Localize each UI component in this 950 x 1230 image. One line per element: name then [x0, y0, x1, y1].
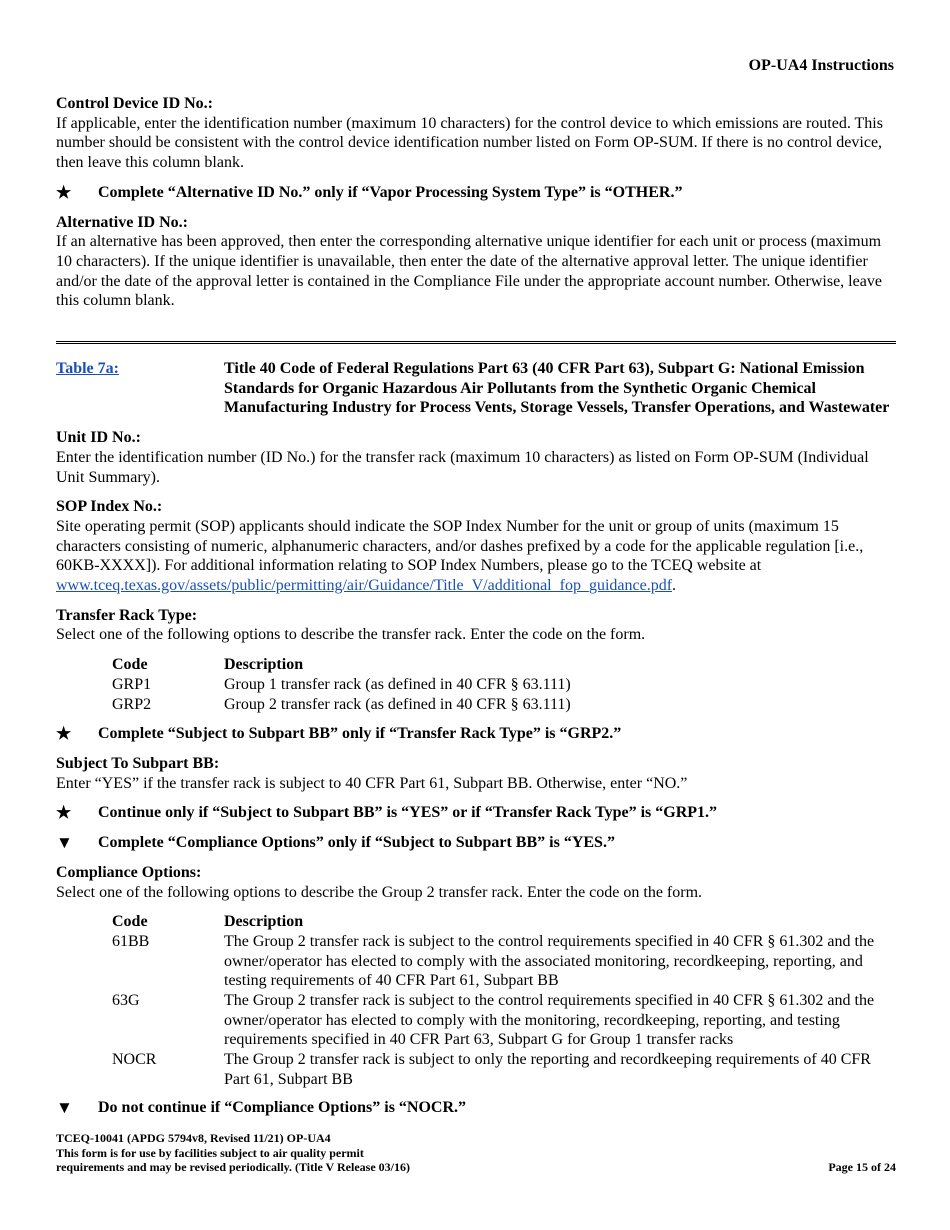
code-cell: NOCR	[112, 1051, 157, 1069]
note-text: Complete “Alternative ID No.” only if “Vapor Processing System Type” is “OTHER.”	[98, 183, 683, 201]
table-7a-link[interactable]: Table 7a:	[56, 360, 119, 378]
note-continue	[56, 803, 896, 823]
table-row	[112, 675, 896, 695]
description-column-header: Description	[224, 656, 304, 674]
code-table-header	[112, 655, 896, 675]
footer-revision-note: requirements and may be revised periodically. (Title V Release 03/16)	[56, 1160, 410, 1174]
table-7a-title: Title 40 Code of Federal Regulations Part 63 (40 CFR Part 63), Subpart G: National Emission Standards for Organic Hazardous Air Pollutants from the Synthetic Organic Chemical Manufacturing Industry for Process Vents, Storage Vessels, Transfer Operations, and Wastewater	[224, 360, 890, 417]
code-cell: GRP1	[112, 675, 152, 693]
note-text: Complete “Subject to Subpart BB” only if “Transfer Rack Type” is “GRP2.”	[98, 725, 622, 743]
note-subpart-bb	[56, 724, 896, 744]
star-icon: ★	[56, 724, 72, 744]
page-header-title: OP-UA4 Instructions	[748, 57, 894, 74]
code-column-header: Code	[112, 656, 148, 674]
unit-id-text: Enter the identification number (ID No.) for the transfer rack (maximum 10 characters) as listed on Form OP-SUM (Individual Unit Summary).	[56, 448, 869, 486]
table-row	[112, 695, 896, 715]
code-cell: GRP2	[112, 695, 152, 713]
sop-index-body: Site operating permit (SOP) applicants should indicate the SOP Index Number for the unit or group of units (maximum 15 characters consisting of numeric, alphanumeric characters, and/or dashes prefixed by a code for the applicable regulation [i.e., 60KB-XXXX]). For additional information relating to SOP Index Numbers, please go to the TCEQ website at	[56, 517, 864, 575]
table-row	[112, 991, 896, 1050]
page-content	[56, 94, 896, 1117]
note-text: Continue only if “Subject to Subpart BB” is “YES” or if “Transfer Rack Type” is “GRP1.”	[98, 804, 718, 822]
description-column-header: Description	[224, 913, 304, 931]
footer-usage-note: This form is for use by facilities subject to air quality permit	[56, 1145, 364, 1160]
description-cell: The Group 2 transfer rack is subject to only the reporting and recordkeeping requirements of 40 CFR Part 61, Subpart BB	[224, 1051, 871, 1088]
note-text: Do not continue if “Compliance Options” is “NOCR.”	[98, 1098, 467, 1116]
sop-index-text	[56, 517, 896, 596]
compliance-text: Select one of the following options to describe the Group 2 transfer rack. Enter the code on the form.	[56, 883, 703, 901]
table-row	[112, 1050, 896, 1089]
sop-index-end: .	[672, 577, 677, 595]
page-number: Page 15 of 24	[828, 1160, 896, 1174]
code-column-header: Code	[112, 913, 148, 931]
code-table-header	[112, 912, 896, 932]
table-7a-header	[56, 359, 896, 418]
star-icon: ★	[56, 803, 72, 823]
triangle-down-icon: ▼	[56, 833, 73, 853]
subpart-bb-heading: Subject To Subpart BB:	[56, 754, 220, 772]
table-row	[112, 932, 896, 991]
tceq-guidance-link[interactable]: www.tceq.texas.gov/assets/public/permitting/air/Guidance/Title_V/additional_fop_guidance.pdf	[56, 577, 673, 595]
control-device-text: If applicable, enter the identification number (maximum 10 characters) for the control device to which emissions are routed. This number should be consistent with the control device identification number listed on Form OP-SUM. If there is no control device, then leave this column blank.	[56, 114, 883, 172]
alternative-id-heading: Alternative ID No.:	[56, 213, 188, 231]
transfer-rack-type-heading: Transfer Rack Type:	[56, 606, 198, 624]
alternative-id-text: If an alternative has been approved, then enter the corresponding alternative unique identifier for each unit or process (maximum 10 characters). If the unique identifier is unavailable, then enter the date of the alternative approval letter. The unique identifier and/or the date of the approval letter is contained in the Compliance File under the appropriate account number. Otherwise, leave this column blank.	[56, 233, 882, 310]
description-cell: Group 2 transfer rack (as defined in 40 CFR § 63.111)	[224, 695, 571, 713]
transfer-rack-code-table	[112, 655, 896, 714]
control-device-heading: Control Device ID No.:	[56, 95, 214, 112]
triangle-down-icon: ▼	[56, 1097, 73, 1117]
unit-id-heading: Unit ID No.:	[56, 429, 141, 447]
description-cell: The Group 2 transfer rack is subject to the control requirements specified in 40 CFR § 61.302 and the owner/operator has elected to comply with the associated monitoring, recordkeeping, reporting, and testing requirements of 40 CFR Part 61, Subpart BB	[224, 932, 875, 990]
subpart-bb-text: Enter “YES” if the transfer rack is subject to 40 CFR Part 61, Subpart BB. Otherwise, enter “NO.”	[56, 774, 688, 792]
page-footer	[56, 1131, 896, 1175]
note-text: Complete “Compliance Options” only if “Subject to Subpart BB” is “YES.”	[98, 834, 615, 852]
note-do-not-continue	[56, 1098, 896, 1118]
compliance-code-table	[112, 912, 896, 1089]
transfer-rack-type-text: Select one of the following options to describe the transfer rack. Enter the code on the form.	[56, 626, 646, 644]
star-icon: ★	[56, 182, 72, 202]
sop-index-heading: SOP Index No.:	[56, 498, 163, 516]
note-alternative-id	[56, 183, 896, 203]
code-cell: 63G	[112, 992, 140, 1010]
description-cell: The Group 2 transfer rack is subject to the control requirements specified in 40 CFR § 61.302 and the owner/operator has elected to comply with the monitoring, recordkeeping, reporting, and testing requirements specified in 40 CFR Part 63, Subpart G for Group 1 transfer racks	[224, 992, 875, 1049]
footer-form-id: TCEQ-10041 (APDG 5794v8, Revised 11/21) OP-UA4	[56, 1131, 331, 1145]
compliance-heading: Compliance Options:	[56, 863, 202, 881]
note-compliance-options	[56, 833, 896, 853]
description-cell: Group 1 transfer rack (as defined in 40 CFR § 63.111)	[224, 675, 571, 693]
code-cell: 61BB	[112, 932, 150, 950]
